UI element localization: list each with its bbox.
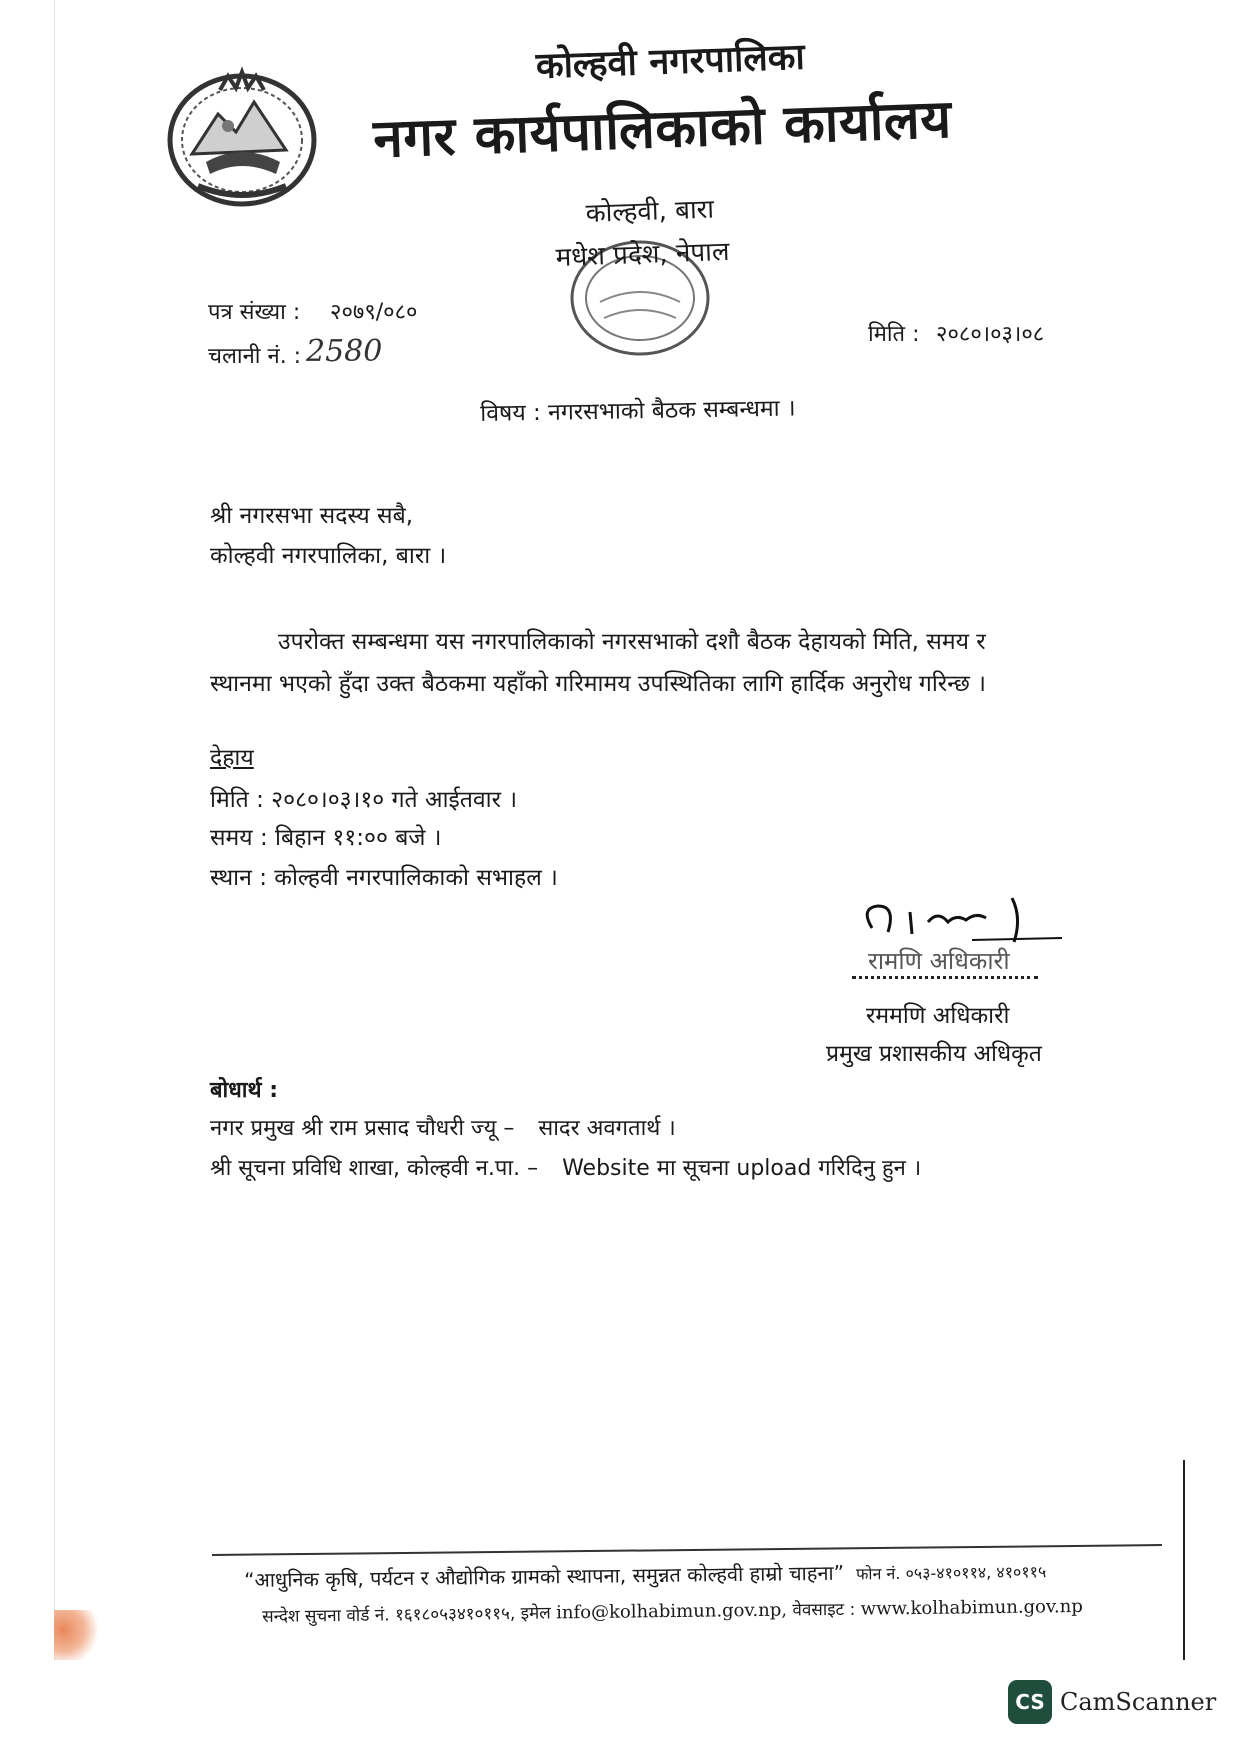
page-edge-right	[1183, 1460, 1185, 1660]
address-line-2: मधेश प्रदेश, नेपाल	[555, 236, 730, 273]
footer-email-label: इमेल	[520, 1603, 551, 1624]
meeting-time: समय : बिहान ११:०० बजे ।	[210, 825, 442, 851]
footer-website[interactable]: www.kolhabimun.gov.np	[860, 1595, 1083, 1620]
nepal-emblem-icon	[158, 62, 326, 212]
footer-slogan: “आधुनिक कृषि, पर्यटन र औद्योगिक ग्रामको स्थापना, समुन्नत कोल्हवी हाम्रो चाहना”	[244, 1560, 845, 1592]
footer-phone: फोन नं. ०५३-४१०११४, ४१०११५	[855, 1562, 1047, 1584]
addressee-line-1: श्री नगरसभा सदस्य सबै,	[210, 503, 414, 529]
details-heading: देहाय	[210, 745, 254, 771]
footer-slogan-line	[244, 1556, 1046, 1593]
reference-number: २०७९/०८०	[330, 300, 418, 325]
address-line-1: कोल्हवी, बारा	[585, 194, 715, 229]
cc-recipient-2: श्री सूचना प्रविधि शाखा, कोल्हवी न.पा. –	[210, 1156, 539, 1181]
date-label: मिति :	[868, 322, 920, 347]
signature-line	[852, 976, 1038, 979]
cc-recipient-1: नगर प्रमुख श्री राम प्रसाद चौधरी ज्यू –	[210, 1116, 515, 1141]
footer-divider	[212, 1544, 1162, 1556]
corner-stain	[54, 1610, 100, 1660]
dispatch-label: चलानी नं. :	[208, 344, 302, 369]
footer-sms-board: सन्देश सुचना वोर्ड नं. १६१८०५३४१०११५,	[262, 1603, 516, 1627]
footer-email[interactable]: info@kolhabimun.gov.np,	[556, 1599, 788, 1624]
cc-line-1	[210, 1112, 676, 1142]
cc-action-1: सादर अवगतार्थ ।	[538, 1116, 676, 1141]
meeting-place: स्थान : कोल्हवी नगरपालिकाको सभाहल ।	[210, 865, 558, 891]
footer-contact-line	[262, 1594, 1083, 1627]
meeting-date: मिति : २०८०।०३।१० गते आईतवार ।	[210, 787, 518, 813]
page-edge-left	[54, 0, 55, 1660]
camscanner-watermark: CamScanner	[1060, 1688, 1217, 1716]
reference-label: पत्र संख्या :	[208, 300, 301, 325]
municipality-name: कोल्हवी नगरपालिका	[535, 36, 806, 87]
addressee-line-2: कोल्हवी नगरपालिका, बारा ।	[210, 543, 447, 569]
subject-line: विषय : नगरसभाको बैठक सम्बन्धमा ।	[480, 395, 796, 427]
body-paragraph-line-1: उपरोक्त सम्बन्धमा यस नगरपालिकाको नगरसभाको दशौ बैठक देहायको मिति, समय र	[278, 629, 986, 655]
letter-date: २०८०।०३।०८	[936, 322, 1045, 347]
body-paragraph-line-2: स्थानमा भएको हुँदा उक्त बैठकमा यहाँको गरिमामय उपस्थितिका लागि हार्दिक अनुरोध गरिन्छ ।	[210, 671, 986, 697]
cc-action-2: Website मा सूचना upload गरिदिनु हुन ।	[562, 1156, 922, 1181]
cc-line-2	[210, 1152, 921, 1182]
dispatch-number: 2580	[306, 334, 383, 369]
office-title: नगर कार्यपालिकाको कार्यालय	[372, 88, 953, 170]
signatory-name: रममणि अधिकारी	[866, 1003, 1010, 1029]
camscanner-logo-icon: CS	[1008, 1680, 1052, 1724]
cc-label: बोधार्थ :	[210, 1078, 279, 1103]
signature-stamp-name: रामणि अधिकारी	[868, 947, 1010, 975]
signatory-title: प्रमुख प्रशासकीय अधिकृत	[826, 1041, 1042, 1067]
footer-website-label: वेवसाइट :	[792, 1599, 856, 1621]
